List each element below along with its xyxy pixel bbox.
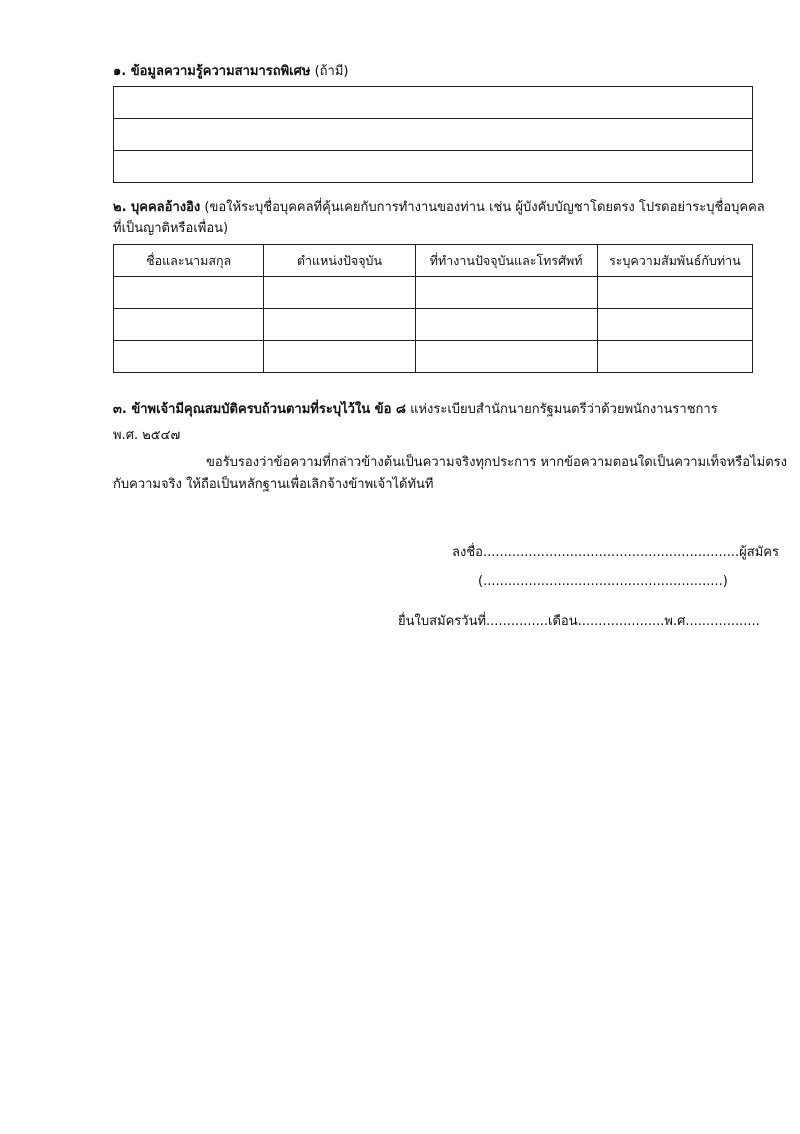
ref3-workplace-cell[interactable] [415,341,597,373]
certify-line2: กับความจริง ให้ถือเป็นหลักฐานเพื่อเลิกจ้างข้าพเจ้าได้ทันที [113,477,434,492]
section3-year-line: พ.ศ. ๒๕๔๗ [113,428,181,443]
sign-field[interactable]: .............................................................. [482,545,740,560]
ref2-relationship-cell[interactable] [597,309,752,341]
section2-desc-line1: (ขอให้ระบุชื่อบุคคลที่คุ้นเคยกับการทำงานของท่าน เช่น ผู้บังคับบัญชาโดยตรง โปรดอย่าระบุชื่อบุคคล [204,200,765,215]
section1-note: (ถ้ามี) [314,64,349,79]
table-row [114,341,753,373]
ref3-name-cell[interactable] [114,341,264,373]
references-table [113,244,753,373]
applicant-name-field[interactable]: (..........................................................) [478,574,728,589]
day-field[interactable]: ............... [486,614,549,629]
applicant-label: ผู้สมัคร [739,545,779,560]
submission-date-line [398,610,760,631]
sign-label: ลงชื่อ [452,545,483,560]
skills-row [114,119,753,151]
ref3-position-cell[interactable] [264,341,415,373]
references-header-row [114,245,753,277]
section2-heading [113,196,765,217]
skills-cell-3[interactable] [114,151,753,183]
header-relationship: ระบุความสัมพันธ์กับท่าน [597,245,752,277]
section1-title: ๑. ข้อมูลความรู้ความสามารถพิเศษ [113,64,311,79]
ref2-name-cell[interactable] [114,309,264,341]
header-workplace-phone: ที่ทำงานปัจจุบันและโทรศัพท์ [415,245,597,277]
table-row [114,309,753,341]
section3-heading [113,398,718,419]
year-field[interactable]: .................. [685,614,760,629]
section1-heading [113,60,348,81]
certify-line1: ขอรับรองว่าข้อความที่กล่าวข้างต้นเป็นความจริงทุกประการ หากข้อความตอนใดเป็นความเท็จหรือไม่ตรง [206,455,787,470]
ref1-relationship-cell[interactable] [597,277,752,309]
signature-line [452,541,779,562]
skills-row [114,87,753,119]
date-label: ยื่นใบสมัครวันที่ [398,614,487,629]
ref2-workplace-cell[interactable] [415,309,597,341]
header-name: ชื่อและนามสกุล [114,245,264,277]
year-label: พ.ศ [664,614,686,629]
header-position: ตำแหน่งปัจจุบัน [264,245,415,277]
skills-cell-1[interactable] [114,87,753,119]
skills-row [114,151,753,183]
section3-title: ๓. ข้าพเจ้ามีคุณสมบัติครบถ้วนตามที่ระบุไว้ใน ข้อ ๘ [113,402,406,417]
section2-desc-line2: ที่เป็นญาติหรือเพื่อน) [113,221,229,236]
skills-cell-2[interactable] [114,119,753,151]
ref1-workplace-cell[interactable] [415,277,597,309]
month-label: เดือน [548,614,578,629]
section2-title: ๒. บุคคลอ้างอิง [113,200,201,215]
table-row [114,277,753,309]
ref1-name-cell[interactable] [114,277,264,309]
ref3-relationship-cell[interactable] [597,341,752,373]
ref2-position-cell[interactable] [264,309,415,341]
section3-title-rest: แห่งระเบียบสำนักนายกรัฐมนตรีว่าด้วยพนักงานราชการ [410,402,718,417]
skills-table [113,86,753,183]
ref1-position-cell[interactable] [264,277,415,309]
month-field[interactable]: ..................... [577,614,665,629]
